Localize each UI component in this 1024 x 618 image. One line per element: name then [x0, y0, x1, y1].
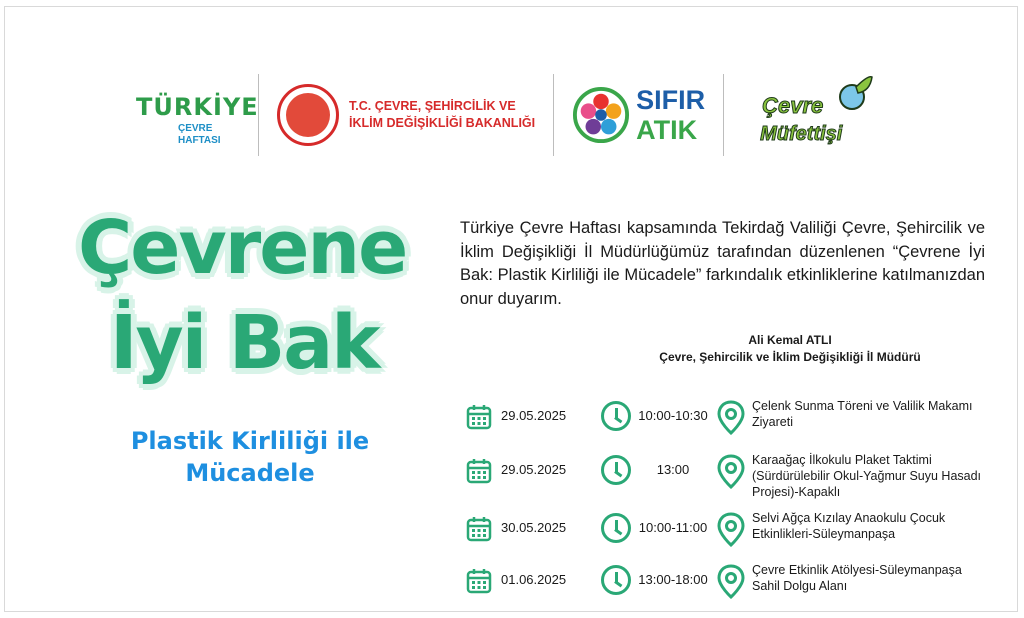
ministry-seal-icon: [277, 84, 339, 146]
event-time: 13:00: [656, 462, 690, 477]
logo-text: Çevre: [762, 93, 824, 118]
logo-text: İKLİM DEĞİŞİKLİĞİ BAKANLIĞI: [349, 116, 536, 130]
event-place: Çevre Etkinlik Atölyesi-Süleymanpaşa Sahil Dolgu Alanı: [752, 563, 962, 593]
schedule-row: [466, 398, 986, 450]
logo-text: SIFIR: [636, 85, 706, 115]
invitation-text: Türkiye Çevre Haftası kapsamında Tekirdağ Valiliği Çevre, Şehircilik ve İklim Değişikliği İl Müdürlüğümüz tarafından düzenlenen “Çevrene İyi Bak: Plastik Kirliliği ile Mücadele” farkındalık etkinliklerine katılmanızdan onur duyarım.: [460, 219, 985, 308]
clock-icon: [601, 513, 631, 543]
sifir-atik-flower-icon: [572, 86, 630, 144]
event-place: Çelenk Sunma Töreni ve Valilik Makamı Ziyareti: [752, 399, 973, 429]
clock-icon: [601, 565, 631, 595]
schedule-row: [466, 562, 986, 614]
location-pin-icon: [716, 400, 746, 436]
logo-text: HAFTASI: [178, 135, 221, 146]
calendar-icon: [466, 404, 492, 430]
clock-icon: [601, 455, 631, 485]
logo-divider: [553, 74, 554, 156]
logo-text: Müfettişi: [760, 123, 843, 145]
logo-bar: [130, 70, 882, 160]
sifir-atik-logo: [572, 85, 705, 145]
location-pin-icon: [716, 564, 746, 600]
calendar-icon: [466, 568, 492, 594]
turkiye-cevre-haftasi-logo: [130, 75, 259, 155]
event-time: 13:00-18:00: [638, 572, 708, 587]
subtitle-line: Mücadele: [185, 459, 315, 487]
event-place: Karaağaç İlkokulu Plaket Taktimi (Sürdürülebilir Okul-Yağmur Suyu Hasadı Projesi)-Kapaklı: [752, 453, 982, 499]
logo-text: T.C. ÇEVRE, ŞEHİRCİLİK VE: [349, 99, 516, 113]
event-time: 10:00-10:30: [638, 408, 708, 423]
cevre-mufettisi-logo: [742, 73, 882, 157]
bakanlik-logo: [277, 84, 535, 146]
event-date: 30.05.2025: [501, 520, 567, 535]
calendar-icon: [466, 516, 492, 542]
main-title-line2: İyi Bak: [110, 300, 379, 386]
schedule-row: [466, 452, 986, 504]
event-place: Selvi Ağça Kızılay Anaokulu Çocuk Etkinlikleri-Süleymanpaşa: [752, 511, 946, 541]
logo-text: TÜRKİYE: [136, 93, 259, 121]
calendar-icon: [466, 458, 492, 484]
event-time: 10:00-11:00: [638, 520, 708, 535]
subtitle-line: Plastik Kirliliği ile: [130, 427, 370, 455]
location-pin-icon: [716, 512, 746, 548]
logo-text: ÇEVRE: [178, 123, 213, 134]
signature-block: [600, 332, 980, 366]
signature-name: Ali Kemal ATLI: [748, 333, 832, 347]
event-date: 29.05.2025: [501, 462, 567, 477]
logo-divider: [723, 74, 724, 156]
main-title-line1: Çevrene: [78, 205, 407, 291]
subtitle: [100, 425, 400, 489]
location-pin-icon: [716, 454, 746, 490]
signature-title: Çevre, Şehircilik ve İklim Değişikliği İl Müdürü: [659, 350, 921, 364]
leaf-globe-icon: [834, 73, 874, 113]
logo-text: ATIK: [636, 115, 698, 145]
clock-icon: [601, 401, 631, 431]
event-date: 29.05.2025: [501, 408, 567, 423]
schedule-row: [466, 510, 986, 562]
event-date: 01.06.2025: [501, 572, 567, 587]
